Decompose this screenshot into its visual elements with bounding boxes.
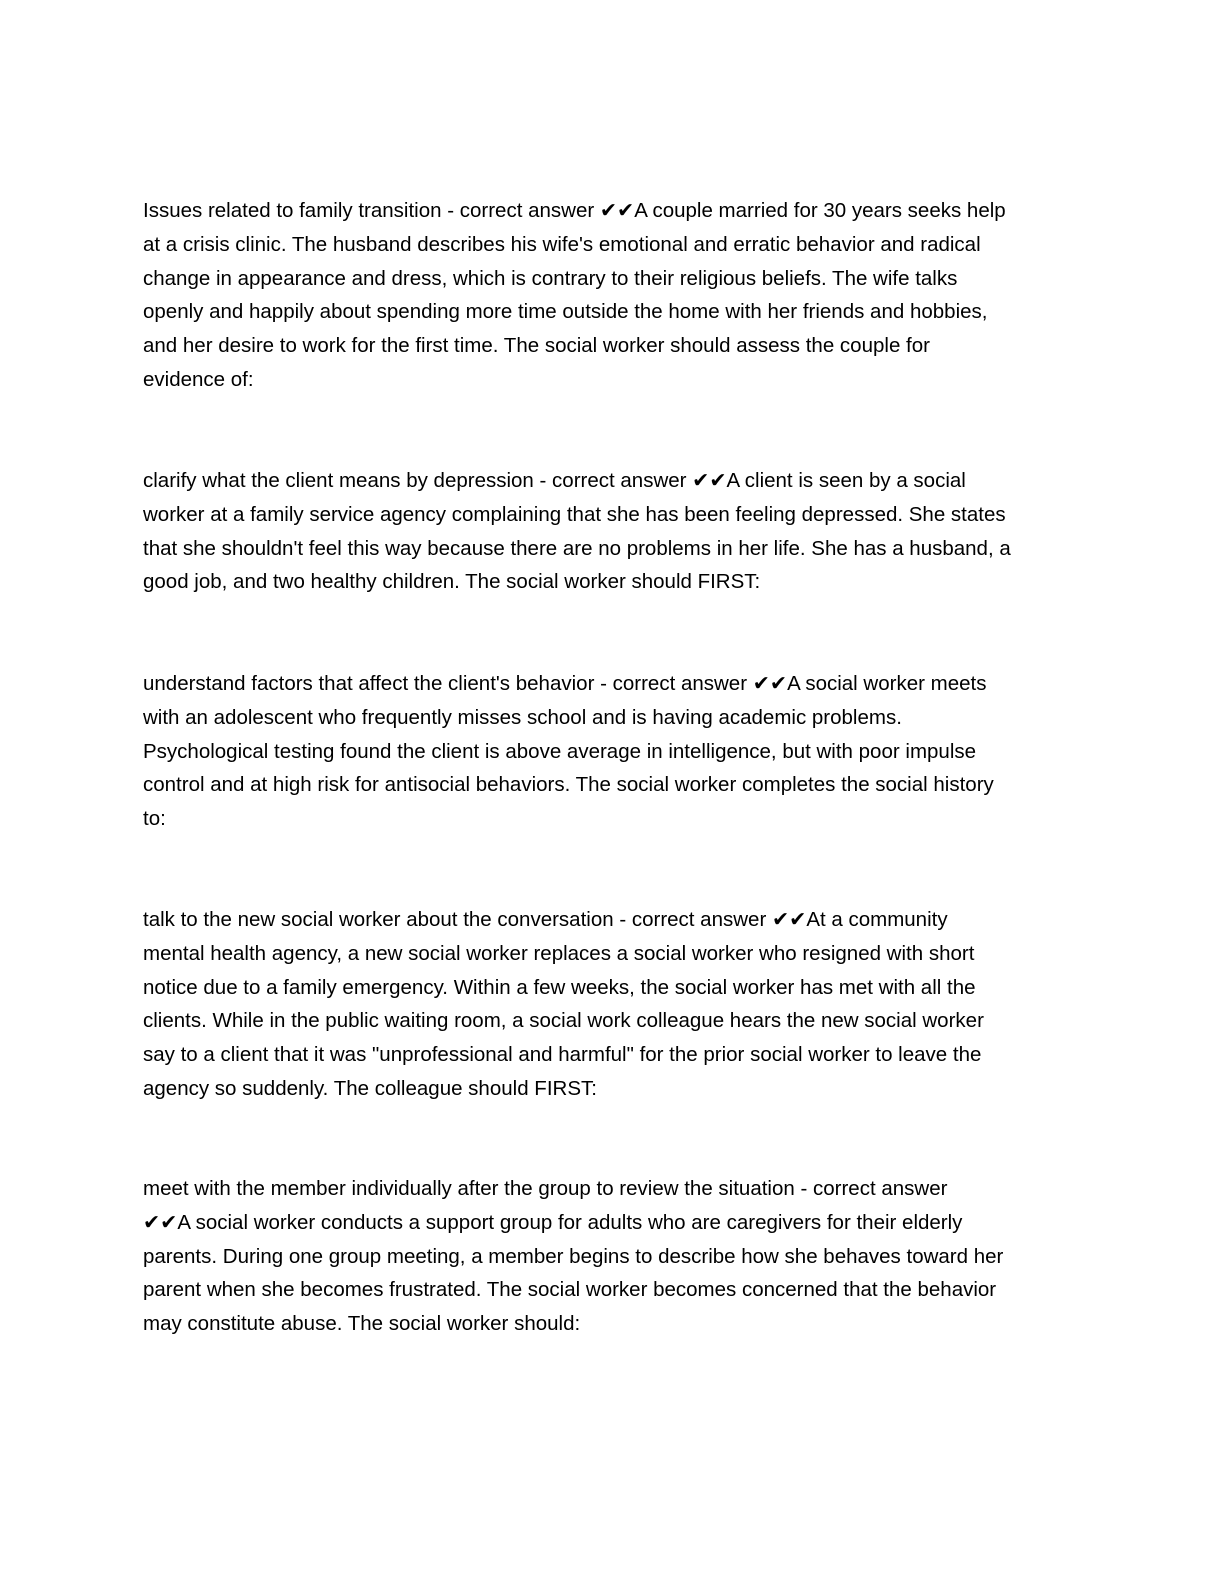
entry-line: talk to the new social worker about the conversation - correct answer ✔✔At a community xyxy=(143,908,948,931)
entry-line: change in appearance and dress, which is contrary to their religious beliefs. The wife talks xyxy=(143,266,958,290)
entry-line: meet with the member individually after the group to review the situation - correct answer xyxy=(143,1177,948,1200)
flashcard-entry-client-behavior xyxy=(143,667,1068,836)
entry-line: parent when she becomes frustrated. The social worker becomes concerned that the behavior xyxy=(143,1278,997,1302)
entry-line: say to a client that it was "unprofessional and harmful" for the prior social worker to leave the xyxy=(143,1043,982,1067)
entry-line: may constitute abuse. The social worker should: xyxy=(143,1312,581,1336)
entry-line: openly and happily about spending more time outside the home with her friends and hobbies, xyxy=(143,300,988,324)
flashcard-entry-support-group xyxy=(143,1172,1068,1341)
entry-line: Psychological testing found the client is above average in intelligence, but with poor impulse xyxy=(143,739,977,763)
entry-line: control and at high risk for antisocial behaviors. The social worker completes the social history xyxy=(143,773,994,797)
entry-line: and her desire to work for the first time. The social worker should assess the couple for xyxy=(143,334,930,358)
entry-line: good job, and two healthy children. The social worker should FIRST: xyxy=(143,570,761,594)
flashcard-entry-depression xyxy=(143,464,1068,599)
flashcard-entry-family-transition xyxy=(143,194,1068,397)
entry-line: agency so suddenly. The colleague should FIRST: xyxy=(143,1076,597,1100)
entry-line: to: xyxy=(143,807,166,831)
entry-line: evidence of: xyxy=(143,367,254,391)
entry-line: understand factors that affect the client's behavior - correct answer ✔✔A social worker meets xyxy=(143,672,987,695)
entry-line: notice due to a family emergency. Within a few weeks, the social worker has met with all the xyxy=(143,975,976,999)
entry-line: parents. During one group meeting, a member begins to describe how she behaves toward her xyxy=(143,1244,1004,1268)
flashcard-entry-new-social-worker xyxy=(143,903,1068,1106)
entry-line: clarify what the client means by depression - correct answer ✔✔A client is seen by a social xyxy=(143,469,966,492)
entry-line: at a crisis clinic. The husband describes his wife's emotional and erratic behavior and radical xyxy=(143,232,981,256)
entry-line: Issues related to family transition - correct answer ✔✔A couple married for 30 years seeks help xyxy=(143,199,1006,222)
entry-line: that she shouldn't feel this way because there are no problems in her life. She has a husband, a xyxy=(143,536,1011,560)
entry-line: with an adolescent who frequently misses school and is having academic problems. xyxy=(143,705,902,729)
entry-line: worker at a family service agency complaining that she has been feeling depressed. She states xyxy=(143,502,1006,526)
entry-line: ✔✔A social worker conducts a support group for adults who are caregivers for their elderly xyxy=(143,1210,963,1234)
entry-line: mental health agency, a new social worker replaces a social worker who resigned with short xyxy=(143,941,975,965)
entry-line: clients. While in the public waiting room, a social work colleague hears the new social worker xyxy=(143,1009,984,1033)
